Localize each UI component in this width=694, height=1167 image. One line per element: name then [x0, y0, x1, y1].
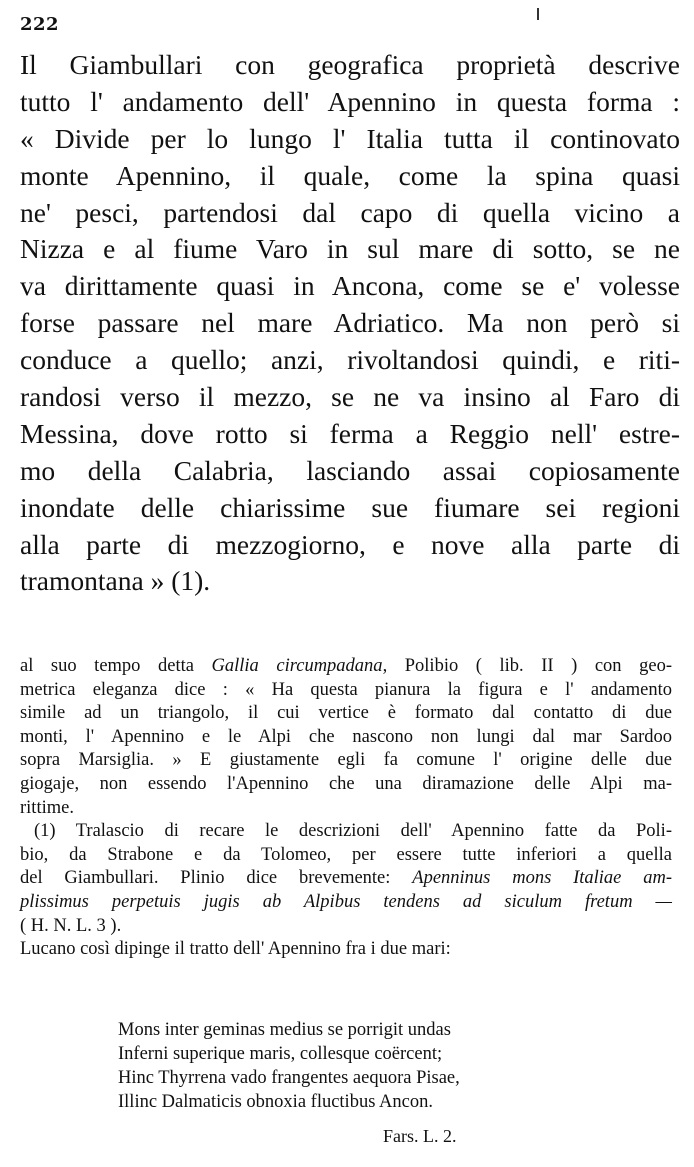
verse-line: Illinc Dalmaticis obnoxia fluctibus Ancon. — [118, 1092, 433, 1112]
footnote-line: metrica eleganza dice : « Ha questa pianura la figura e l' andamento — [20, 679, 672, 700]
footnotes — [20, 655, 672, 962]
verse-source: Fars. L. 2. — [383, 1126, 457, 1146]
footnote-line: plissimus perpetuis jugis ab Alpibus tendens ad siculum fretum — — [20, 891, 672, 912]
footnote-line — [20, 867, 672, 891]
main-line: forse passare nel mare Adriatico. Ma non però si — [20, 307, 680, 339]
main-line: alla parte di mezzogiorno, e nove alla parte di — [20, 528, 680, 560]
main-line: va dirittamente quasi in Ancona, come se e' volesse — [20, 270, 680, 302]
footnote-text: , Polibio ( lib. II ) con geo- — [382, 656, 673, 676]
main-line: Nizza e al fiume Varo in sul mare di sotto, se ne — [20, 233, 680, 265]
main-line: Il Giambullari con geografica proprietà descrive — [20, 49, 680, 80]
verse-line: Hinc Thyrrena vado frangentes aequora Pisae, — [118, 1068, 460, 1088]
main-line: « Divide per lo lungo l' Italia tutta il continovato — [20, 122, 680, 154]
footnote-line: Lucano così dipinge il tratto dell' Apennino fra i due mari: — [20, 939, 451, 960]
footnote-line: giogaje, non essendo l'Apennino che una diramazione delle Alpi ma- — [20, 773, 672, 794]
footnote-text: al suo tempo detta — [20, 656, 212, 676]
footnote-line: simile ad un triangolo, il cui vertice è formato dal contatto di due — [20, 703, 672, 724]
verse-quotation — [118, 1018, 578, 1114]
main-line: monte Apennino, il quale, come la spina quasi — [20, 159, 680, 191]
footnote-italic-text: Gallia circumpadana — [211, 656, 383, 676]
footnote-line: (1) Tralascio di recare le descrizioni dell' Apennino fatte da Poli- — [34, 821, 672, 842]
footnote-line: sopra Marsiglia. » E giustamente egli fa comune l' origine delle due — [20, 750, 672, 771]
footnote-citation: ( H. N. L. 3 ). — [20, 915, 122, 936]
printing-mark — [537, 8, 539, 20]
main-line: randosi verso il mezzo, se ne va insino al Faro di — [20, 381, 680, 413]
footnote-text: del Giambullari. Plinio dice brevemente: — [20, 868, 391, 889]
footnote-line: rittime. — [20, 797, 74, 818]
page-number: 222 — [20, 14, 60, 35]
main-paragraph — [20, 47, 680, 600]
verse-line: Inferni superique maris, collesque coërcent; — [118, 1044, 443, 1064]
footnote-line: bio, da Strabone e da Tolomeo, per essere tutte inferiori a quella — [20, 844, 672, 865]
main-line: ne' pesci, partendosi dal capo di quella vicino a — [20, 196, 680, 228]
main-line: inondate delle chiarissime sue fiumare sei regioni — [20, 491, 680, 523]
main-line: mo della Calabria, lasciando assai copiosamente — [20, 454, 680, 486]
main-line: tramontana » (1). — [20, 565, 211, 597]
footnote-italic-text: Apenninus mons Italiae am- — [412, 868, 672, 889]
main-line: tutto l' andamento dell' Apennino in questa forma : — [20, 85, 680, 117]
main-line: Messina, dove rotto si ferma a Reggio nell' estre- — [20, 417, 680, 449]
footnote-line: monti, l' Apennino e le Alpi che nascono non lungi dal mar Sardoo — [20, 726, 672, 747]
verse-line: Mons inter geminas medius se porrigit undas — [118, 1020, 451, 1040]
main-line: conduce a quello; anzi, rivoltandosi quindi, e riti- — [20, 344, 680, 376]
footnote-line — [20, 655, 672, 679]
